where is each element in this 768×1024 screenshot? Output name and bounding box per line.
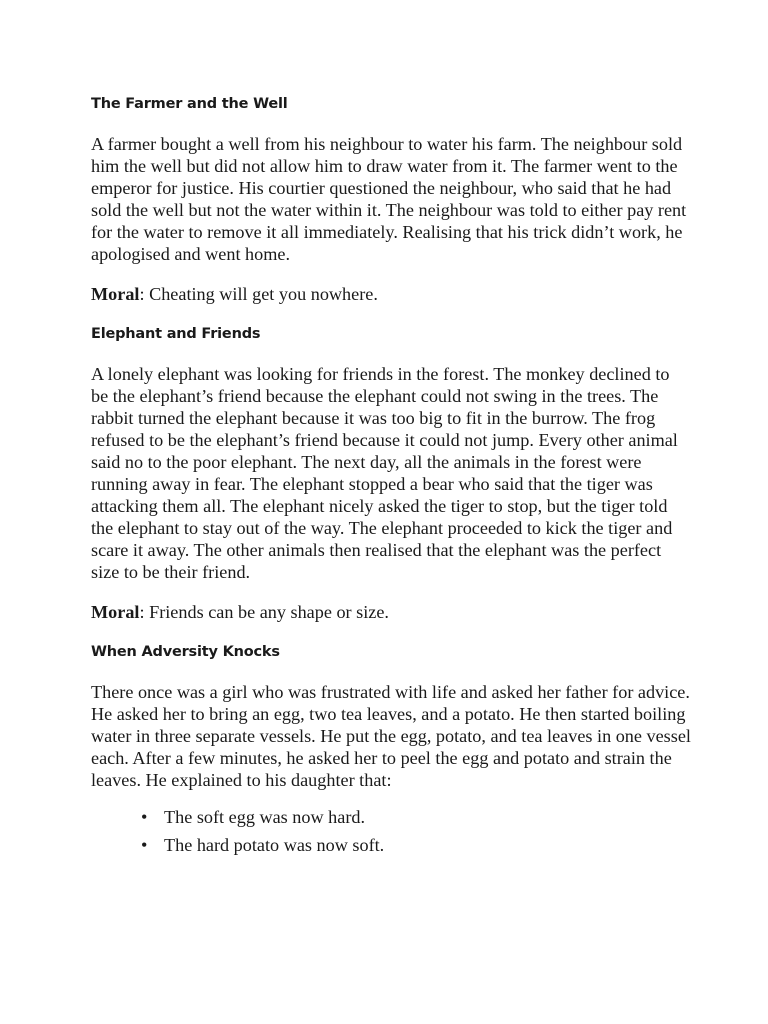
story-title: Elephant and Friends xyxy=(91,326,261,342)
list-item-text: The soft egg was now hard. xyxy=(164,807,366,827)
list-item xyxy=(91,803,691,831)
story-moral xyxy=(91,601,691,623)
list-item xyxy=(91,831,691,859)
moral-label: Moral xyxy=(91,602,140,622)
bullet-list xyxy=(91,803,691,859)
bullet-icon: • xyxy=(141,807,148,827)
story-moral xyxy=(91,283,691,305)
moral-label: Moral xyxy=(91,284,140,304)
document-page xyxy=(91,93,691,859)
story-paragraph: A farmer bought a well from his neighbour to water his farm. The neighbour sold him the well but did not allow him to draw water from it. The farmer went to the emperor for justice. His courtier questioned the neighbour, who said that he had sold the well but not the water within it. The neighbour was told to either pay rent for the water to remove it all immediately. Realising that his trick didn’t work, he apologised and went home. xyxy=(91,134,687,264)
moral-text: : Friends can be any shape or size. xyxy=(139,602,389,622)
bullet-icon: • xyxy=(141,835,148,855)
list-item-text: The hard potato was now soft. xyxy=(164,835,385,855)
story-title: The Farmer and the Well xyxy=(91,96,288,112)
story-paragraph: A lonely elephant was looking for friends in the forest. The monkey declined to be the elephant’s friend because the elephant could not swing in the trees. The rabbit turned the elephant because it was too big to fit in the burrow. The frog refused to be the elephant’s friend because it could not jump. Every other animal said no to the poor elephant. The next day, all the animals in the forest were running away in fear. The elephant stopped a bear who said that the tiger was attacking them all. The elephant nicely asked the tiger to stop, but the tiger told the elephant to stay out of the way. The elephant proceeded to kick the tiger and scare it away. The other animals then realised that the elephant was the perfect size to be their friend. xyxy=(91,364,678,582)
story-paragraph: There once was a girl who was frustrated with life and asked her father for advice. He asked her to bring an egg, two tea leaves, and a potato. He then started boiling water in three separate vessels. He put the egg, potato, and tea leaves in one vessel each. After a few minutes, he asked her to peel the egg and potato and strain the leaves. He explained to his daughter that: xyxy=(91,682,691,790)
story-title: When Adversity Knocks xyxy=(91,644,280,660)
moral-text: : Cheating will get you nowhere. xyxy=(139,284,378,304)
